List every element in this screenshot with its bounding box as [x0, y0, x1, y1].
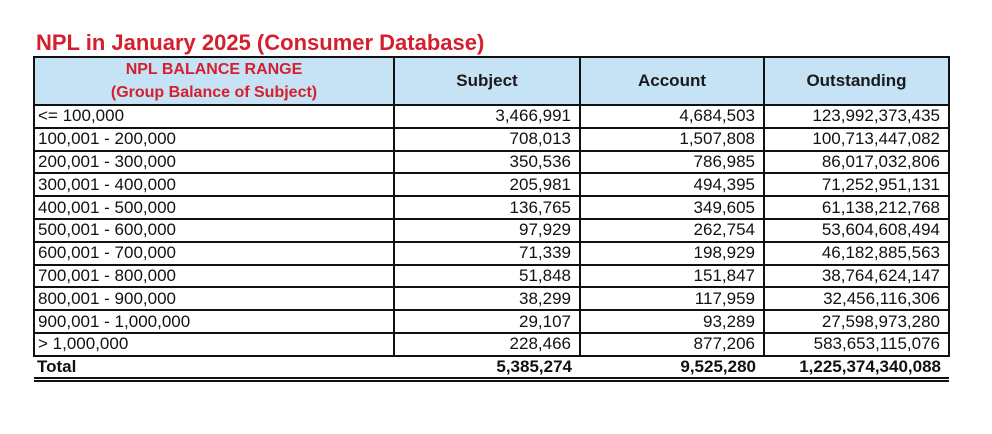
outstanding-cell: 71,252,951,131: [764, 173, 949, 196]
header-range-line1: NPL BALANCE RANGE: [125, 61, 303, 78]
total-label: Total: [34, 356, 394, 380]
npl-table: [33, 56, 950, 382]
range-cell: 400,001 - 500,000: [34, 196, 394, 219]
subject-cell: 29,107: [394, 310, 580, 333]
account-cell: 151,847: [580, 265, 764, 288]
table-row: [34, 173, 949, 196]
header-range-line2: (Group Balance of Subject): [110, 84, 318, 101]
table-row: [34, 333, 949, 356]
range-cell: 300,001 - 400,000: [34, 173, 394, 196]
outstanding-cell: 32,456,116,306: [764, 287, 949, 310]
subject-cell: 350,536: [394, 151, 580, 174]
total-outstanding: 1,225,374,340,088: [764, 356, 949, 380]
range-cell: > 1,000,000: [34, 333, 394, 356]
range-cell: <= 100,000: [34, 105, 394, 128]
table-row: [34, 287, 949, 310]
subject-cell: 71,339: [394, 242, 580, 265]
page-title: NPL in January 2025 (Consumer Database): [36, 30, 485, 55]
outstanding-cell: 61,138,212,768: [764, 196, 949, 219]
subject-cell: 51,848: [394, 265, 580, 288]
outstanding-cell: 27,598,973,280: [764, 310, 949, 333]
outstanding-cell: 86,017,032,806: [764, 151, 949, 174]
table-row: [34, 128, 949, 151]
total-subject: 5,385,274: [394, 356, 580, 380]
account-cell: 1,507,808: [580, 128, 764, 151]
subject-cell: 3,466,991: [394, 105, 580, 128]
account-cell: 877,206: [580, 333, 764, 356]
range-cell: 200,001 - 300,000: [34, 151, 394, 174]
range-cell: 800,001 - 900,000: [34, 287, 394, 310]
table-row: [34, 265, 949, 288]
header-outstanding: Outstanding: [764, 57, 949, 105]
total-row: [34, 356, 949, 380]
header-subject: Subject: [394, 57, 580, 105]
range-cell: 500,001 - 600,000: [34, 219, 394, 242]
outstanding-cell: 123,992,373,435: [764, 105, 949, 128]
subject-cell: 205,981: [394, 173, 580, 196]
header-range: [34, 57, 394, 105]
subject-cell: 136,765: [394, 196, 580, 219]
range-cell: 600,001 - 700,000: [34, 242, 394, 265]
outstanding-cell: 583,653,115,076: [764, 333, 949, 356]
account-cell: 117,959: [580, 287, 764, 310]
total-account: 9,525,280: [580, 356, 764, 380]
table-row: [34, 105, 949, 128]
subject-cell: 38,299: [394, 287, 580, 310]
range-cell: 900,001 - 1,000,000: [34, 310, 394, 333]
range-cell: 700,001 - 800,000: [34, 265, 394, 288]
outstanding-cell: 100,713,447,082: [764, 128, 949, 151]
subject-cell: 97,929: [394, 219, 580, 242]
account-cell: 262,754: [580, 219, 764, 242]
account-cell: 494,395: [580, 173, 764, 196]
table-row: [34, 196, 949, 219]
table-row: [34, 242, 949, 265]
table-row: [34, 219, 949, 242]
range-cell: 100,001 - 200,000: [34, 128, 394, 151]
account-cell: 93,289: [580, 310, 764, 333]
account-cell: 198,929: [580, 242, 764, 265]
outstanding-cell: 53,604,608,494: [764, 219, 949, 242]
table-row: [34, 310, 949, 333]
subject-cell: 708,013: [394, 128, 580, 151]
subject-cell: 228,466: [394, 333, 580, 356]
account-cell: 349,605: [580, 196, 764, 219]
table-row: [34, 151, 949, 174]
account-cell: 4,684,503: [580, 105, 764, 128]
account-cell: 786,985: [580, 151, 764, 174]
header-account: Account: [580, 57, 764, 105]
table-header-row: [34, 57, 949, 105]
outstanding-cell: 46,182,885,563: [764, 242, 949, 265]
outstanding-cell: 38,764,624,147: [764, 265, 949, 288]
